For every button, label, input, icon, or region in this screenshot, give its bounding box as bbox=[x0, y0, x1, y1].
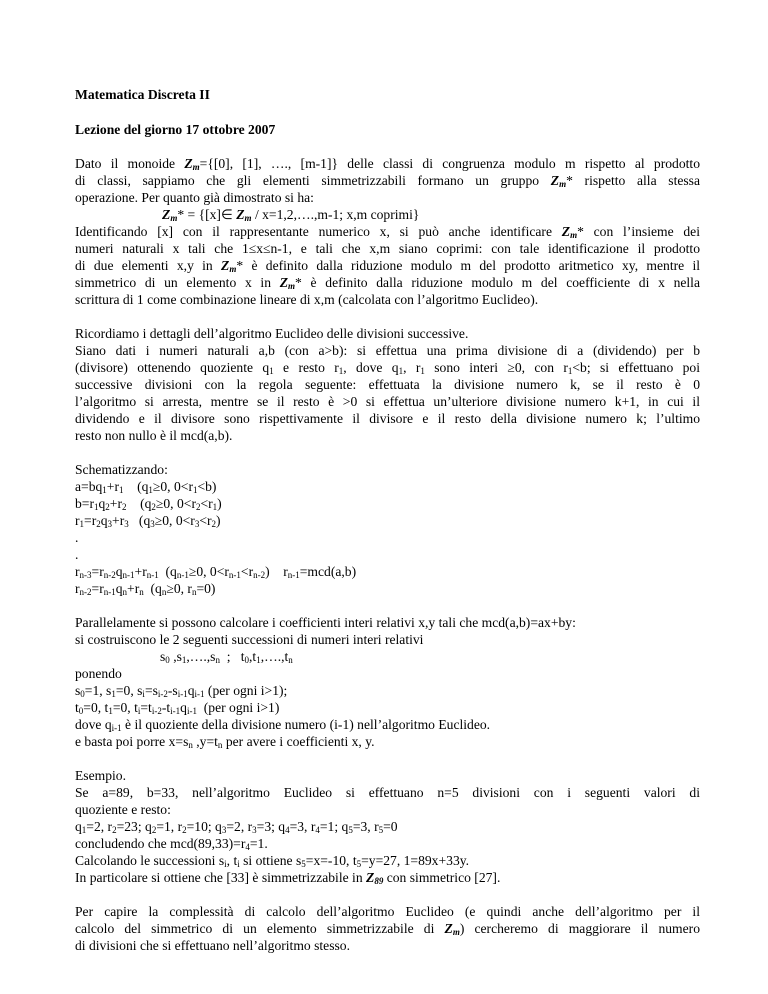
example-line: quoziente e resto: bbox=[75, 802, 171, 817]
t-recurrence: $t_0=0$, $t_1=0$, $t_i=t_{i-2}-t_{i-1}q_{i-1}$ (per ogni i>1) bbox=[75, 700, 280, 716]
p4-line: Per capire la complessità di calcolo dell’algoritmo Euclideo (e quindi anche dell’algoritmo per il bbox=[75, 904, 700, 919]
p1-line: Dato il monoide $Z_m=\{[0]$, [1], …., [m-1]} delle classi di congruenza modulo m rispetto al prodotto bbox=[75, 156, 700, 172]
p3-line: ponendo bbox=[75, 666, 122, 681]
example-line: concludendo che $mcd(89,33)=r_4=1$. bbox=[75, 836, 268, 852]
scheme-row: $r_{n-3}=r_{n-2}q_{n-1}+r_{n-1}$ ($q_{n-1}\ge 0$, $0<r_{n-1}<r_{n-2}$) $r_{n-1}=mcd(a,b)$ bbox=[75, 564, 357, 580]
p3-line: e basta poi porre $x=s_n$ $,y=t_n$ per avere i coefficienti x, y. bbox=[75, 734, 375, 750]
scheme-dot: . bbox=[75, 547, 79, 562]
p1-line: simmetrico di un elemento x in $Z_m*$ è definito dalla riduzione modulo m del coefficiente di x nella bbox=[75, 275, 700, 291]
p1-line: di classi, sappiamo che gli elementi simmetrizzabili formano un gruppo $Z_m*$ rispetto alla stessa bbox=[75, 173, 701, 189]
p2-line: dividendo e il divisore sono rispettivamente il divisore e il resto della divisione numero k; l’ultimo bbox=[75, 411, 700, 426]
p3-line: Parallelamente si possono calcolare i coefficienti interi relativi x,y tali che mcd(a,b)=ax+by: bbox=[75, 615, 576, 630]
example-line: Calcolando le successioni $s_i$, $t_i$ si ottiene $s_5=x=-10$, $t_5=y=27$, 1=89x+33y. bbox=[75, 853, 470, 869]
scheme-row: $r_1=r_2q_3+r_3$ ($q_3\ge 0$, $0<r_3<r_2$) bbox=[75, 513, 221, 529]
p2-line: resto non nullo è il mcd(a,b). bbox=[75, 428, 233, 443]
p2-line: l’algoritmo si arresta, mentre se il resto è >0 si effettua un’ulteriore divisione numero k+1, in cui il bbox=[75, 394, 700, 409]
scheme-title: Schematizzando: bbox=[75, 462, 168, 477]
p3-line: si costruiscono le 2 seguenti successioni di numeri interi relativi bbox=[75, 632, 424, 647]
p2-line: Ricordiamo i dettagli dell’algoritmo Euclideo delle divisioni successive. bbox=[75, 326, 469, 341]
sequences: $s_0$ $,s_1,\dots.,s_n$ ; $t_0,t_1,\dots.,t_n$ bbox=[160, 649, 293, 665]
p2-line: Siano dati i numeri naturali a,b (con a>b): si effettua una prima divisione di a (dividendo) per b bbox=[75, 343, 700, 358]
p3-line: dove $q_{i-1}$ è il quoziente della divisione numero (i-1) nell’algoritmo Euclideo. bbox=[75, 717, 491, 733]
s-recurrence: $s_0=1$, $s_1=0$, $s_i=s_{i-2}-s_{i-1}q_{i-1}$ (per ogni i>1); bbox=[75, 683, 288, 699]
p1-line: Identificando [x] con il rappresentante numerico x, si può anche identificare $Z_m*$ con l’insieme dei bbox=[75, 224, 700, 240]
example-line: In particolare si ottiene che [33] è simmetrizzabile in $Z_{89}$ con simmetrico [27]. bbox=[75, 870, 501, 886]
example-values: $q_1=2$, $r_2=23$; $q_2=1$, $r_2=10$; $q_3=2$, $r_3=3$; $q_4=3$, $r_4=1$; $q_5=3$, $r_5=0$ bbox=[75, 819, 398, 835]
course-title: Matematica Discreta II bbox=[75, 87, 210, 102]
p1-line: scrittura di 1 come combinazione lineare di x,m (calcolata con l’algoritmo Euclideo). bbox=[75, 292, 539, 307]
p1-line: numeri naturali x tali che 1≤x≤n-1, e tali che x,m siano coprimi: con tale identificazione il prodotto bbox=[75, 241, 700, 256]
p4-line: di divisioni che si effettuano nell’algoritmo stesso. bbox=[75, 938, 350, 953]
scheme-dot: . bbox=[75, 530, 79, 545]
lesson-date: Lezione del giorno 17 ottobre 2007 bbox=[75, 122, 276, 137]
example-title: Esempio. bbox=[75, 768, 126, 783]
example-line: Se a=89, b=33, nell’algoritmo Euclideo si effettuano n=5 divisioni con i seguenti valori di bbox=[75, 785, 700, 800]
p1-line: operazione. Per quanto già dimostrato si ha: bbox=[75, 190, 314, 205]
p4-line: calcolo del simmetrico di un elemento simmetrizzabile di $Z_m$) cercheremo di maggiorare il numero bbox=[75, 921, 700, 937]
p1-line: di due elementi x,y in $Z_m*$ è definito dalla riduzione modulo m del prodotto aritmetico xy, mentre il bbox=[75, 258, 700, 274]
units-formula: $Z_m*$ = {[x]∈ $Z_m$ / x=1,2,….,m-1; x,m coprimi} bbox=[162, 207, 420, 223]
scheme-row: $r_{n-2}=r_{n-1}q_n+r_n$ ($q_n\ge 0$, $r_n=0$) bbox=[75, 581, 216, 597]
scheme-row: $b=r_1q_2+r_2$ ($q_2\ge 0$, $0<r_2<r_1$) bbox=[75, 496, 222, 512]
scheme-row: $a=bq_1+r_1$ ($q_1\ge 0$, $0<r_1<b$) bbox=[75, 479, 217, 495]
p2-line: successive divisioni con la regola seguente: effettuata la divisione numero k, se il resto è 0 bbox=[75, 377, 700, 392]
p2-line: (divisore) ottenendo quoziente $q_1$ e resto $r_1$, dove $q_1$, $r_1$ sono interi ≥0, con $r_1<b$; si effettuano poi bbox=[75, 360, 701, 376]
